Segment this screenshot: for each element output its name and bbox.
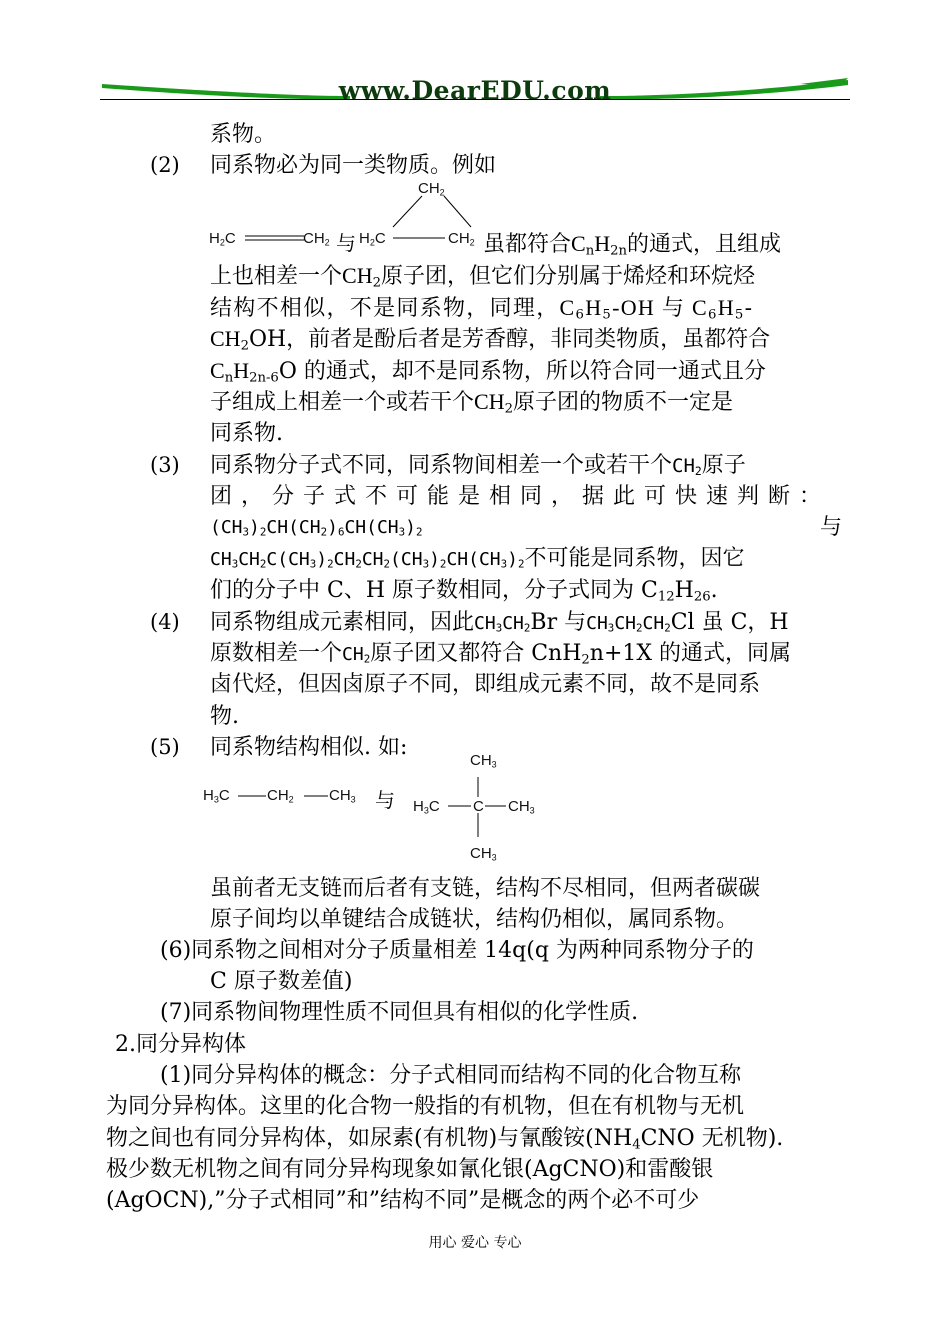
propane-h3c: $H_3C$ xyxy=(203,787,230,805)
cyclopropane-top-ch2: $CH_2$ xyxy=(418,180,445,198)
item-number-2: (2) xyxy=(150,153,180,177)
item2-line1-tail: 虽都符合$C_nH_{2n}$的通式，且组成 xyxy=(483,231,781,259)
section2-line4: 极少数无机物之间有同分异构现象如氰化银(AgCNO)和雷酸银 xyxy=(106,1157,714,1182)
item2-line3: 结构不相似，不是同系物，同理，$C_6H_5-OH$ 与 $C_6H_5-$ xyxy=(210,295,754,323)
item-number-5: (5) xyxy=(150,735,180,759)
item3-line5: 们的分子中 C、H 原子数相同，分子式同为 $C_{12}H_{26}$. xyxy=(210,578,718,605)
site-header xyxy=(100,70,850,110)
neopentane-right-ch3: $CH_3$ xyxy=(508,798,535,816)
cyclopropane-right-ch2: $CH_2$ xyxy=(448,230,475,248)
item2-line6: 子组成上相差一个或若干个$CH_2$原子团的物质不一定是 xyxy=(210,389,733,417)
item2-yu: 与 xyxy=(336,231,356,255)
section2-line1: (1)同分异构体的概念：分子式相同而结构不同的化合物互称 xyxy=(160,1063,742,1088)
neopentane-left-h3c: $H_3C$ xyxy=(413,798,440,816)
item5-paragraph-1: 虽前者无支链而后者有支链，结构不尽相同，但两者碳碳 xyxy=(210,876,761,901)
item2-line4: $CH_2OH$，前者是酚后者是芳香醇，非同类物质，虽都符合 xyxy=(210,326,771,354)
item7-line1: (7)同系物间物理性质不同但具有相似的化学性质. xyxy=(160,1000,639,1025)
neopentane-top-ch3: $CH_3$ xyxy=(470,752,497,770)
section2-line5: (AgOCN),”分子式相同”和”结构不同”是概念的两个必不可少 xyxy=(106,1188,700,1213)
section2-line2: 为同分异构体。这里的化合物一般指的有机物，但在有机物与无机 xyxy=(106,1094,745,1119)
cyclopropane-h2c: $H_2C$ xyxy=(359,230,386,248)
item6-line2: C 原子数差值) xyxy=(210,969,353,994)
section2-line3: 物之间也有同分异构体，如尿素(有机物)与氰酸铵($NH_4CNO$ 无机物). xyxy=(106,1126,784,1153)
ethene-formula: $H_2C$ xyxy=(209,230,236,248)
item3-line2: 团，分子式不可能是相同，据此可快速判断： xyxy=(210,484,831,509)
header-divider xyxy=(100,99,850,100)
neopentane-center-c: C xyxy=(473,798,484,815)
item2-lead: 同系物必为同一类物质。例如 xyxy=(210,153,497,178)
propane-ch2: $CH_2$ xyxy=(267,787,294,805)
item2-line7: 同系物. xyxy=(210,421,283,446)
item5-yu: 与 xyxy=(375,788,395,812)
item4-line1: 同系物组成元素相同，因此$CH_3CH_2Br$ 与$CH_3CH_2CH_2Cl$ 虽 C，H xyxy=(210,610,789,635)
site-logo-text[interactable]: www.DearEDU.com xyxy=(338,76,612,105)
section2-heading: 2.同分异构体 xyxy=(115,1032,246,1057)
propane-ch3: $CH_3$ xyxy=(329,787,356,805)
paragraph-continuation: 系物。 xyxy=(210,122,277,147)
item5-paragraph-2: 原子间均以单键结合成链状，结构仍相似，属同系物。 xyxy=(210,907,739,932)
item3-yu: 与 xyxy=(820,515,843,540)
item4-line2: 原数相差一个$CH_2$原子团又都符合 CnH$_2$n+1X 的通式，同属 xyxy=(210,641,792,668)
item3-formula-b: $CH_3CH_2C(CH_3)_2CH_2CH_2(CH_3)_2CH(CH_3)_2$不可能是同系物，因它 xyxy=(210,546,745,571)
item3-formula-a: $(CH_3)_2CH(CH_2)_6CH(CH_3)_2$ xyxy=(210,517,423,539)
item6-line1: (6)同系物之间相对分子质量相差 14q(q 为两种同系物分子的 xyxy=(160,938,754,963)
item-number-4: (4) xyxy=(150,610,180,634)
item3-line1: 同系物分子式不同，同系物间相差一个或若干个$CH_2$原子 xyxy=(210,453,746,478)
item5-line1: 同系物结构相似. 如: xyxy=(210,735,408,760)
item4-line3: 卤代烃，但因卤原子不同，即组成元素不同，故不是同系 xyxy=(210,672,761,697)
item2-line2: 上也相差一个$CH_2$原子团，但它们分别属于烯烃和环烷烃 xyxy=(210,263,755,291)
item2-line5: $C_nH_{2n-6}O$ 的通式，却不是同系物，所以符合同一通式且分 xyxy=(210,358,766,386)
ethene-ch2: $CH_2$ xyxy=(303,230,330,248)
item4-line4: 物. xyxy=(210,704,239,729)
item-number-3: (3) xyxy=(150,453,180,477)
page-footer: 用心 爱心 专心 xyxy=(428,1235,522,1251)
neopentane-bottom-ch3: $CH_3$ xyxy=(470,845,497,863)
